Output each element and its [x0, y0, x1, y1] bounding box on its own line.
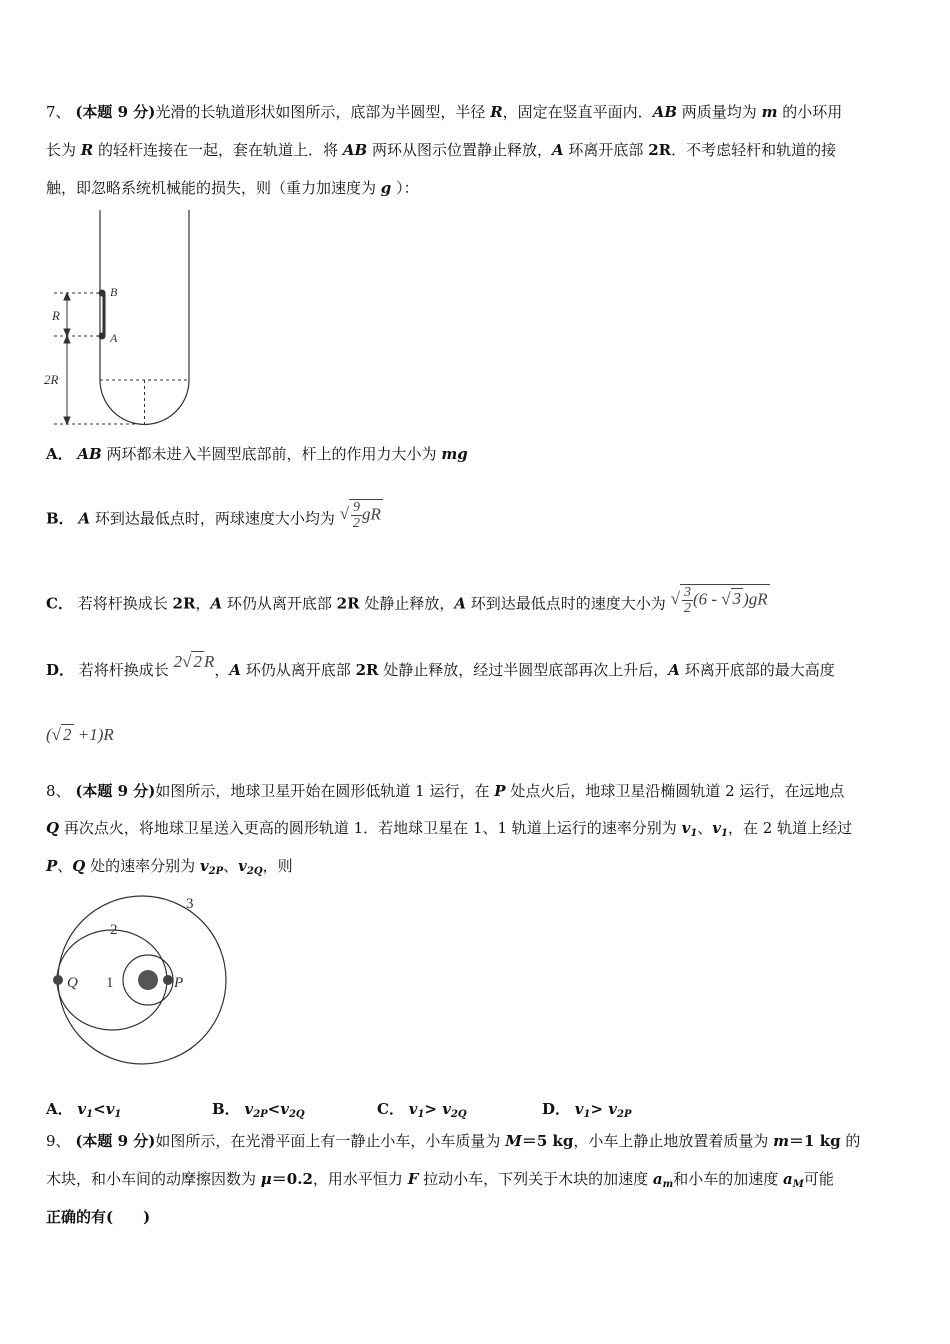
- label-q: Q: [67, 975, 78, 991]
- q9-text: 木块，和小车间的动摩擦因数为: [46, 1170, 257, 1188]
- q7-text: 两质量均为: [681, 103, 757, 121]
- q9-number: 9、: [46, 1132, 71, 1150]
- q8-var-q: Q: [72, 857, 86, 875]
- math-mid: (6 -: [692, 589, 722, 609]
- math-tail: +1)R: [73, 725, 114, 744]
- sqrt-expression: √ $\frac{9}{2}$ gR: [339, 500, 381, 531]
- q8-line-3: [46, 856, 293, 882]
- q7-option-c[interactable]: [46, 585, 770, 620]
- q8-option-a[interactable]: A． $v_1<v_1$: [46, 1100, 122, 1120]
- label-2: 2: [110, 922, 118, 938]
- q9-line-3: [46, 1207, 150, 1227]
- q7-line-1: [46, 102, 842, 122]
- option-text: ，: [214, 661, 230, 679]
- option-letter: B．: [46, 509, 74, 528]
- q9-var-m-cart: M: [505, 1132, 522, 1150]
- q7-var-2r: 2R: [336, 594, 360, 613]
- q7-number: 7、: [46, 103, 71, 121]
- q7-var-mg: mg: [441, 445, 468, 463]
- option-text: 若将杆换成长: [78, 661, 169, 679]
- q7-score: (本题 9 分): [75, 103, 156, 121]
- q7-text: ．不考虑轻杆和轨道的接: [671, 141, 837, 159]
- q7-text: 长为: [46, 141, 77, 159]
- q7-var-ab: AB: [77, 445, 102, 463]
- q8-var-p: P: [46, 857, 58, 875]
- option-letter: D．: [542, 1100, 571, 1118]
- q8-text: 、: [57, 857, 73, 875]
- option-letter: C．: [377, 1100, 404, 1118]
- option-text: 处静止释放，经过半圆型底部再次上升后，: [383, 661, 669, 679]
- q8-text: 、: [223, 857, 239, 875]
- q7-text: 两环从图示位置静止释放，: [371, 141, 552, 159]
- q7-var-g: g: [380, 179, 392, 197]
- denominator: 2: [683, 601, 691, 616]
- velocity-v1: $v_1$: [681, 819, 698, 839]
- q7-text: 光滑的长轨道形状如图所示，底部为半圆型，半径: [155, 103, 486, 121]
- velocity-v2p: $v_{2P}$: [199, 857, 224, 877]
- q9-value: ＝0.2: [271, 1170, 313, 1188]
- q8-text: 处点火后，地球卫星沿椭圆轨道 2 运行，在远地点: [510, 782, 845, 800]
- q7-option-d-answer: (√ 2 +1)R: [46, 725, 114, 744]
- q7-line-3: [46, 178, 419, 198]
- q7-text: 环离开底部: [568, 141, 644, 159]
- q8-option-d[interactable]: D． $v_1> v_{2P}$: [542, 1100, 632, 1120]
- q8-orbit-figure: [50, 890, 230, 1070]
- q8-var-q: Q: [46, 819, 60, 837]
- q8-var-p: P: [494, 782, 506, 800]
- math-expression: 2√ 2 R: [173, 652, 215, 671]
- q7-text: 的小环用: [782, 103, 843, 121]
- option-text: 两环都未进入半圆型底部前，杆上的作用力大小为: [106, 445, 437, 463]
- q9-text: 拉动小车，下列关于木块的加速度: [423, 1170, 649, 1188]
- option-letter: C．: [46, 594, 73, 613]
- q9-text: 如图所示，在光滑平面上有一静止小车，小车质量为: [155, 1132, 501, 1150]
- radicand: 2: [193, 652, 202, 671]
- denominator: 2: [353, 516, 361, 531]
- q8-number: 8、: [46, 782, 71, 800]
- q9-line-1: [46, 1131, 860, 1151]
- radicand: 2: [63, 725, 72, 744]
- math-tail: )gR: [743, 589, 768, 609]
- q9-value: ＝5 kg: [521, 1132, 574, 1150]
- q8-text: ，在 2 轨道上经过: [727, 819, 853, 837]
- math-r: R: [203, 652, 215, 671]
- fraction: [351, 500, 362, 531]
- q7-var-m: m: [761, 103, 778, 121]
- q8-option-b[interactable]: B． $v_{2P}<v_{2Q}$: [212, 1100, 305, 1120]
- option-letter: B．: [212, 1100, 240, 1118]
- q8-option-c[interactable]: C． $v_1> v_{2Q}$: [377, 1100, 467, 1120]
- option-text: 环仍从离开底部: [226, 594, 332, 613]
- q9-text: 可能: [803, 1170, 834, 1188]
- option-text: ，: [195, 594, 211, 613]
- q7-text: 触，即忽略系统机械能的损失，则（重力加速度为: [46, 179, 377, 197]
- q7-option-b[interactable]: [46, 500, 383, 535]
- option-text: 环到达最低点时，两球速度大小均为: [94, 509, 335, 528]
- q8-text: 、: [697, 819, 713, 837]
- q8-text: 如图所示，地球卫星开始在圆形低轨道 1 运行，在: [155, 782, 490, 800]
- label-3: 3: [186, 896, 194, 912]
- fraction: [682, 585, 693, 616]
- q7-var-a: A: [454, 594, 467, 613]
- q7-var-2r: 2R: [172, 594, 196, 613]
- q8-text: ，则: [262, 857, 293, 875]
- accel-aM: $a_M$: [783, 1170, 804, 1190]
- q9-text: 正确的有( ): [46, 1208, 151, 1226]
- velocity-v1: $v_1$: [712, 819, 728, 839]
- point-q: [53, 975, 63, 985]
- q7-var-a: A: [668, 661, 680, 679]
- q7-var-a: A: [210, 594, 223, 613]
- q8-line-1: [46, 781, 844, 801]
- q9-var-mu: μ: [260, 1170, 272, 1188]
- q7-text: ）：: [396, 179, 419, 197]
- option-letter: A．: [46, 445, 73, 463]
- q8-score: (本题 9 分): [75, 782, 156, 800]
- label-1: 1: [106, 975, 114, 991]
- q7-var-r: R: [490, 103, 503, 121]
- label-2r: 2R: [44, 372, 59, 387]
- ring-a: [99, 333, 106, 340]
- velocity-v2q: $v_{2Q}$: [238, 857, 263, 877]
- option-letter: D．: [46, 661, 75, 679]
- radicand: 3: [732, 589, 742, 609]
- ring-b: [99, 290, 106, 297]
- q9-text: ，小车上静止地放置着质量为: [573, 1132, 769, 1150]
- q7-option-a[interactable]: [46, 444, 468, 464]
- q7-var-2r: 2R: [355, 661, 379, 679]
- q7-var-ab: AB: [342, 141, 368, 159]
- math-paren: (: [46, 725, 52, 744]
- q7-var-a: A: [229, 661, 241, 679]
- q9-var-f: F: [407, 1170, 419, 1188]
- q8-text: 再次点火，将地球卫星送入更高的圆形轨道 1．若地球卫星在 1、1 轨道上运行的速率分别为: [63, 819, 677, 837]
- q9-text: 和小车的加速度: [673, 1170, 779, 1188]
- option-text: 环离开底部的最大高度: [684, 661, 835, 679]
- earth: [138, 970, 158, 990]
- q7-track-figure: [40, 208, 210, 430]
- option-letter: A．: [46, 1100, 73, 1118]
- label-r: R: [52, 308, 60, 323]
- q7-var-2r: 2R: [648, 141, 672, 159]
- q7-line-2: [46, 140, 836, 160]
- option-text: 环仍从离开底部: [245, 661, 351, 679]
- sqrt-expression: √ $\frac{3}{2}$ (6 - √ 3 )gR: [670, 585, 768, 616]
- label-b: B: [110, 285, 118, 299]
- q7-var-a: A: [551, 141, 564, 159]
- accel-am: $a_m$: [652, 1170, 674, 1190]
- q7-var-ab: AB: [652, 103, 678, 121]
- label-a: A: [110, 331, 118, 345]
- q7-var-a: A: [78, 509, 91, 528]
- option-text: 处静止释放，: [364, 594, 455, 613]
- q7-option-d[interactable]: [46, 652, 835, 680]
- q9-line-2: [46, 1169, 834, 1195]
- q9-text: ，用水平恒力: [312, 1170, 403, 1188]
- option-text: 若将杆换成长: [77, 594, 168, 613]
- point-p: [163, 975, 173, 985]
- q9-text: 的: [845, 1132, 861, 1150]
- q7-var-r: R: [80, 141, 94, 159]
- math-coef: 2: [173, 652, 183, 671]
- q8-line-2: [46, 818, 852, 844]
- numerator: 9: [353, 500, 361, 515]
- q7-text: ，固定在竖直平面内．: [502, 103, 653, 121]
- q7-text: 的轻杆连接在一起，套在轨道上．将: [98, 141, 339, 159]
- q9-var-m-block: m: [773, 1132, 790, 1150]
- q9-value: ＝1 kg: [789, 1132, 841, 1150]
- q9-score: (本题 9 分): [75, 1132, 156, 1150]
- option-text: 环到达最低点时的速度大小为: [470, 594, 666, 613]
- math-tail: gR: [362, 504, 381, 524]
- q8-text: 处的速率分别为: [90, 857, 196, 875]
- label-p: P: [174, 975, 184, 991]
- numerator: 3: [683, 585, 691, 600]
